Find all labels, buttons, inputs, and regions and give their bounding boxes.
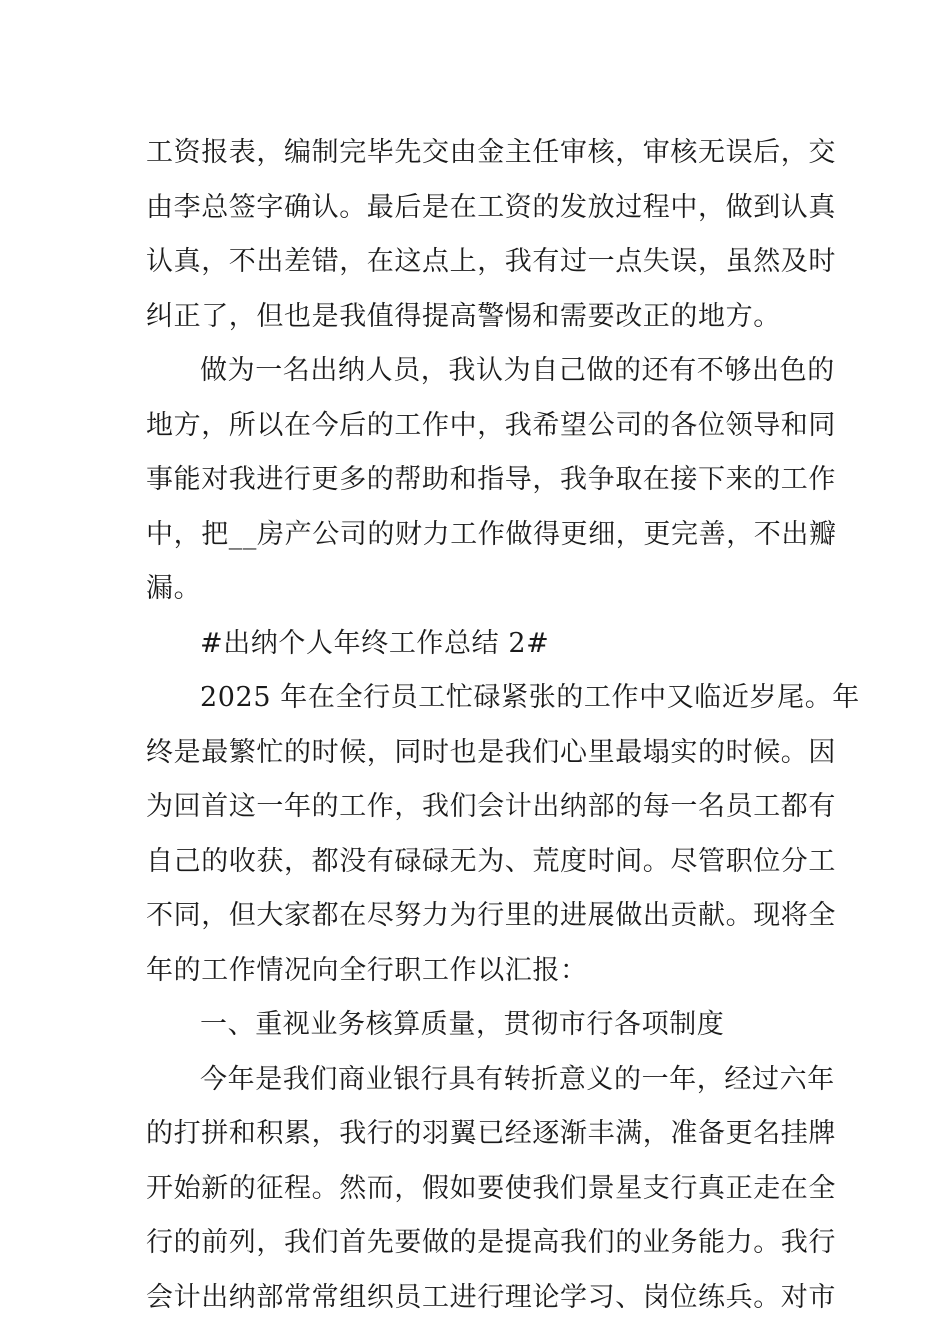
- section-heading: [146, 617, 806, 672]
- text-line: 漏。: [146, 573, 202, 604]
- text-line: 终是最繁忙的时候，同时也是我们心里最塌实的时候。因: [146, 736, 836, 768]
- text-line: 做为一名出纳人员，我认为自己做的还有不够出色的: [200, 355, 835, 386]
- paragraph: [146, 126, 836, 344]
- text-line: 行的前列，我们首先要做的是提高我们的业务能力。我行: [146, 1227, 836, 1258]
- text-line: 不同，但大家都在尽努力为行里的进展做出贡献。现将全: [146, 900, 836, 931]
- subsection-heading: [146, 998, 806, 1053]
- paragraph: [146, 1053, 836, 1326]
- heading-text: #出纳个人年终工作总结 2#: [200, 627, 550, 659]
- text-line: 会计出纳部常常组织员工进行理论学习、岗位练兵。对市: [146, 1281, 836, 1313]
- text-line: 开始新的征程。然而，假如要使我们景星支行真正走在全: [146, 1172, 836, 1204]
- text-line: 今年是我们商业银行具有转折意义的一年，经过六年: [200, 1063, 835, 1095]
- text-line: 事能对我进行更多的帮助和指导，我争取在接下来的工作: [146, 464, 836, 495]
- text-line: 的打拼和积累，我行的羽翼已经逐渐丰满，准备更名挂牌: [146, 1118, 836, 1149]
- text-line: 由李总签字确认。最后是在工资的发放过程中，做到认真: [146, 191, 836, 223]
- text-line: 年的工作情况向全行职工作以汇报：: [146, 954, 588, 986]
- text-line: 工资报表，编制完毕先交由金主任审核，审核无误后，交: [146, 137, 836, 168]
- text-line: 地方，所以在今后的工作中，我希望公司的各位领导和同: [146, 409, 836, 441]
- document-body: [146, 126, 860, 1325]
- text-line: 认真，不出差错，在这点上，我有过一点失误，虽然及时: [146, 246, 836, 277]
- text-line: 2025 年在全行员工忙碌紧张的工作中又临近岁尾。年: [200, 682, 860, 713]
- paragraph: [146, 344, 837, 617]
- text-line: 自己的收获，都没有碌碌无为、荒度时间。尽管职位分工: [146, 845, 836, 877]
- text-line: 为回首这一年的工作，我们会计出纳部的每一名员工都有: [146, 791, 836, 822]
- text-line: 纠正了，但也是我值得提高警惕和需要改正的地方。: [146, 300, 781, 332]
- text-line: 中，把__房产公司的财力工作做得更细，更完善，不出瓣: [146, 518, 837, 550]
- paragraph: [146, 671, 860, 998]
- heading-text: 一、重视业务核算质量，贯彻市行各项制度: [200, 1009, 725, 1040]
